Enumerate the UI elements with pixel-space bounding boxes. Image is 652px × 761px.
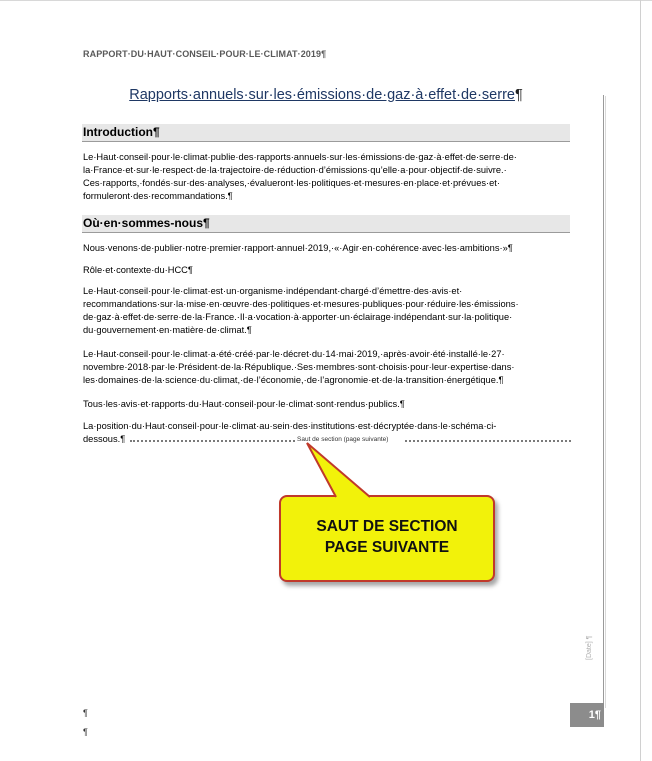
text-line: Le·Haut·conseil·pour·le·climat·publie·des·rapports·annuels·sur·les·émissions·de·gaz·à·effet·de·serre·de·: [83, 152, 517, 162]
callout-line-2: PAGE SUIVANTE: [324, 539, 450, 556]
text-line: Tous·les·avis·et·rapports·du·Haut·conseil·pour·le·climat·sont·rendus·publics.¶: [83, 399, 405, 409]
callout-text: [279, 516, 495, 558]
title-pilcrow: ¶: [514, 87, 523, 103]
text-line: Le·Haut·conseil·pour·le·climat·a·été·créé·par·le·décret·du·14·mai·2019,·après·avoir·été·installé·le·27·: [83, 349, 505, 359]
document-title-text: Rapports·annuels·sur·les·émissions·de·gaz·à·effet·de·serre: [129, 87, 515, 103]
footer-pilcrow-2: ¶: [83, 727, 88, 737]
heading-ou-en-sommes-nous[interactable]: Où·en·sommes-nous¶: [82, 215, 570, 233]
callout-line-1: SAUT DE SECTION: [316, 518, 458, 535]
text-line: La·position·du·Haut·conseil·pour·le·climat·au·sein·des·institutions·est·décryptée·dans·le·schéma·ci-: [83, 421, 497, 431]
text-line: Rôle·et·contexte·du·HCC¶: [83, 265, 193, 275]
text-line: Nous·venons·de·publier·notre·premier·rapport·annuel·2019,·«·Agir·en·cohérence·avec·les·ambitions·»¶: [83, 243, 513, 253]
text-line: de·gaz·à·effet·de·serre·de·la·France.·Il·a·vocation·à·apporter·un·éclairage·indépendant·sur·la·politique·: [83, 312, 513, 323]
text-line: recommandations·sur·la·mise·en·œuvre·des·politiques·et·mesures·publiques·pour·réduire·les·émissions·: [83, 299, 519, 310]
date-field[interactable]: [Date] ¶: [586, 635, 593, 660]
text-line: du·gouvernement·en·matière·de·climat.¶: [83, 325, 252, 336]
footer-pilcrow-1: ¶: [83, 708, 88, 718]
text-line: Le·Haut·conseil·pour·le·climat·est·un·organisme·indépendant·chargé·d’émettre·des·avis·et·: [83, 286, 463, 296]
text-line: formuleront·des·recommandations.¶: [83, 191, 233, 202]
text-line: Ces·rapports,·fondés·sur·des·analyses,·évalueront·les·politiques·et·mesures·en·place·et·prévues·et·: [83, 178, 500, 189]
text-line: dessous.¶: [83, 434, 126, 445]
text-line: la·France·et·sur·le·respect·de·la·trajectoire·de·réduction·d’émissions·qu’elle·a·pour·objectif·de·suivre.·: [83, 165, 507, 176]
page-header-text[interactable]: RAPPORT·DU·HAUT·CONSEIL·POUR·LE·CLIMAT·2019¶: [83, 49, 327, 59]
page-number[interactable]: 1¶: [570, 703, 604, 727]
text-line: novembre·2018·par·le·Président·de·la·République.·Ses·membres·sont·choisis·pour·leur·expertise·dans·: [83, 362, 515, 373]
section-break-label[interactable]: Saut de section (page suivante): [297, 436, 389, 443]
text-line: les·domaines·de·la·science·du·climat,·de·l’économie,·de·l’agronomie·et·de·la·transition·énergétique.¶: [83, 375, 504, 386]
heading-introduction[interactable]: Introduction¶: [82, 124, 570, 142]
